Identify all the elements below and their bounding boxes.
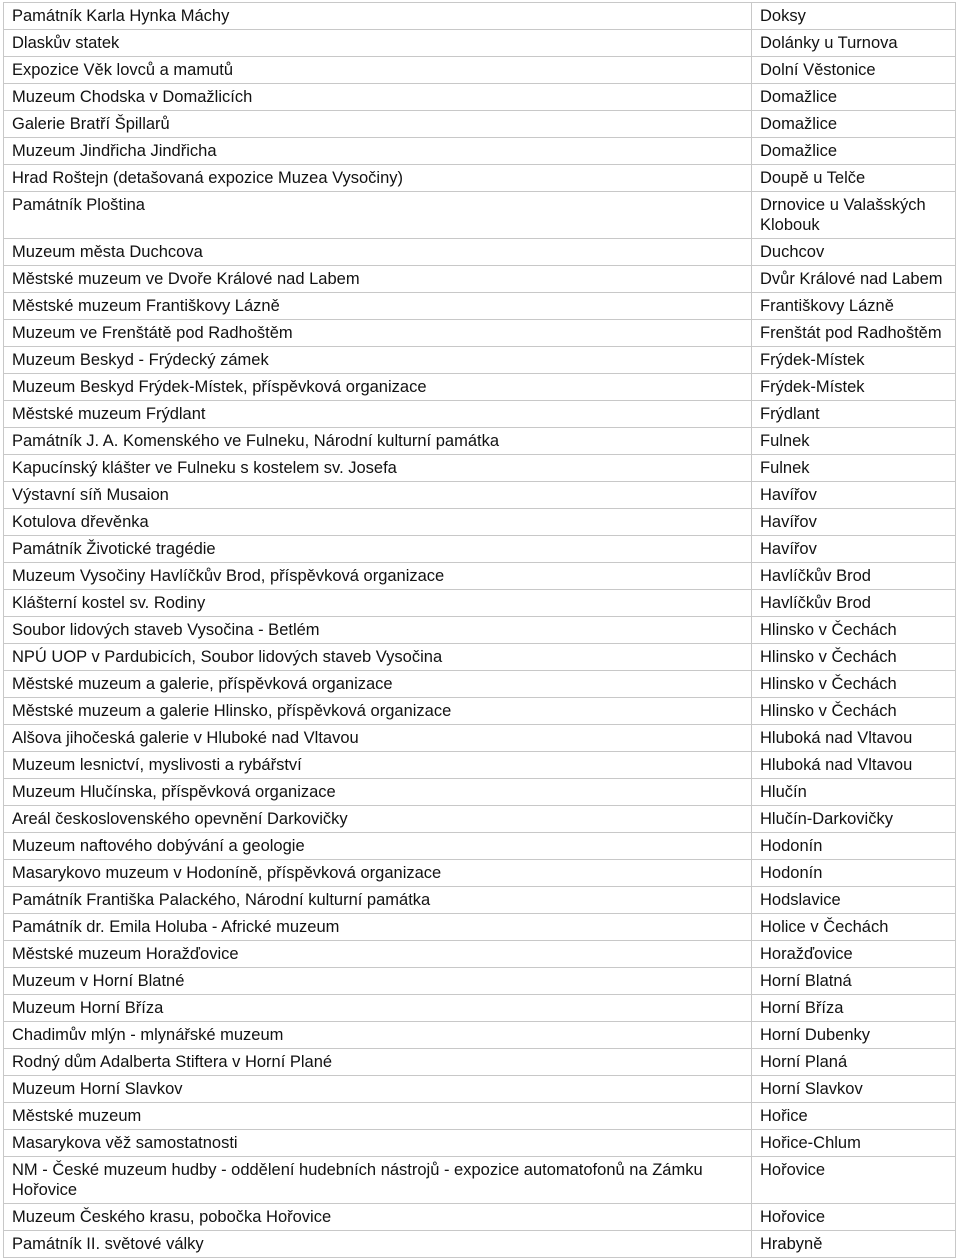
museum-name-cell: Městské muzeum bbox=[4, 1103, 752, 1130]
table-row bbox=[4, 644, 956, 671]
museum-name-cell: Masarykovo muzeum v Hodoníně, příspěvková organizace bbox=[4, 860, 752, 887]
museum-name-cell: Muzeum ve Frenštátě pod Radhoštěm bbox=[4, 320, 752, 347]
city-cell: Frýdek-Místek bbox=[752, 347, 956, 374]
city-cell: Hlinsko v Čechách bbox=[752, 644, 956, 671]
museum-name-cell: NPÚ UOP v Pardubicích, Soubor lidových staveb Vysočina bbox=[4, 644, 752, 671]
table-row bbox=[4, 779, 956, 806]
city-cell: Havířov bbox=[752, 482, 956, 509]
table-row bbox=[4, 725, 956, 752]
table-row bbox=[4, 266, 956, 293]
city-cell: Dvůr Králové nad Labem bbox=[752, 266, 956, 293]
table-row bbox=[4, 111, 956, 138]
museum-name-cell: Muzeum Českého krasu, pobočka Hořovice bbox=[4, 1204, 752, 1231]
table-row bbox=[4, 1130, 956, 1157]
museum-table bbox=[3, 2, 956, 1258]
museum-name-cell: Expozice Věk lovců a mamutů bbox=[4, 57, 752, 84]
table-row bbox=[4, 806, 956, 833]
table-row bbox=[4, 455, 956, 482]
table-row bbox=[4, 320, 956, 347]
table-row bbox=[4, 617, 956, 644]
table-row bbox=[4, 347, 956, 374]
city-cell: Hodonín bbox=[752, 833, 956, 860]
museum-name-cell: NM - České muzeum hudby - oddělení hudebních nástrojů - expozice automatofonů na Zámku Hořovice bbox=[4, 1157, 752, 1204]
table-row bbox=[4, 1049, 956, 1076]
museum-name-cell: Muzeum Beskyd Frýdek-Místek, příspěvková organizace bbox=[4, 374, 752, 401]
table-row bbox=[4, 401, 956, 428]
museum-name-cell: Památník II. světové války bbox=[4, 1231, 752, 1258]
museum-name-cell: Městské muzeum Horažďovice bbox=[4, 941, 752, 968]
table-row bbox=[4, 1076, 956, 1103]
city-cell: Doupě u Telče bbox=[752, 165, 956, 192]
city-cell: Drnovice u Valašských Klobouk bbox=[752, 192, 956, 239]
city-cell: Hlinsko v Čechách bbox=[752, 698, 956, 725]
museum-name-cell: Muzeum Chodska v Domažlicích bbox=[4, 84, 752, 111]
city-cell: Hodslavice bbox=[752, 887, 956, 914]
city-cell: Horní Bříza bbox=[752, 995, 956, 1022]
table-row bbox=[4, 860, 956, 887]
museum-name-cell: Městské muzeum a galerie Hlinsko, příspěvková organizace bbox=[4, 698, 752, 725]
city-cell: Horní Dubenky bbox=[752, 1022, 956, 1049]
city-cell: Fulnek bbox=[752, 455, 956, 482]
museum-name-cell: Kapucínský klášter ve Fulneku s kostelem sv. Josefa bbox=[4, 455, 752, 482]
museum-name-cell: Muzeum města Duchcova bbox=[4, 239, 752, 266]
table-row bbox=[4, 536, 956, 563]
table-row bbox=[4, 165, 956, 192]
museum-name-cell: Městské muzeum a galerie, příspěvková organizace bbox=[4, 671, 752, 698]
city-cell: Horažďovice bbox=[752, 941, 956, 968]
table-row bbox=[4, 914, 956, 941]
table-row bbox=[4, 968, 956, 995]
table-row bbox=[4, 192, 956, 239]
city-cell: Hořice bbox=[752, 1103, 956, 1130]
city-cell: Domažlice bbox=[752, 84, 956, 111]
city-cell: Františkovy Lázně bbox=[752, 293, 956, 320]
city-cell: Domažlice bbox=[752, 138, 956, 165]
museum-name-cell: Klášterní kostel sv. Rodiny bbox=[4, 590, 752, 617]
city-cell: Havlíčkův Brod bbox=[752, 590, 956, 617]
city-cell: Horní Slavkov bbox=[752, 1076, 956, 1103]
table-row bbox=[4, 995, 956, 1022]
museum-name-cell: Památník Životické tragédie bbox=[4, 536, 752, 563]
city-cell: Holice v Čechách bbox=[752, 914, 956, 941]
museum-name-cell: Hrad Roštejn (detašovaná expozice Muzea Vysočiny) bbox=[4, 165, 752, 192]
museum-name-cell: Muzeum v Horní Blatné bbox=[4, 968, 752, 995]
museum-name-cell: Soubor lidových staveb Vysočina - Betlém bbox=[4, 617, 752, 644]
city-cell: Hořice-Chlum bbox=[752, 1130, 956, 1157]
table-row bbox=[4, 3, 956, 30]
museum-name-cell: Muzeum Jindřicha Jindřicha bbox=[4, 138, 752, 165]
table-row bbox=[4, 84, 956, 111]
table-row bbox=[4, 138, 956, 165]
museum-name-cell: Alšova jihočeská galerie v Hluboké nad Vltavou bbox=[4, 725, 752, 752]
museum-name-cell: Muzeum Horní Slavkov bbox=[4, 1076, 752, 1103]
table-row bbox=[4, 563, 956, 590]
city-cell: Frýdek-Místek bbox=[752, 374, 956, 401]
city-cell: Hořovice bbox=[752, 1204, 956, 1231]
museum-name-cell: Areál československého opevnění Darkovičky bbox=[4, 806, 752, 833]
table-row bbox=[4, 428, 956, 455]
table-row bbox=[4, 833, 956, 860]
city-cell: Frenštát pod Radhoštěm bbox=[752, 320, 956, 347]
table-row bbox=[4, 1231, 956, 1258]
table-row bbox=[4, 30, 956, 57]
table-row bbox=[4, 482, 956, 509]
museum-name-cell: Galerie Bratří Špillarů bbox=[4, 111, 752, 138]
table-row bbox=[4, 1103, 956, 1130]
city-cell: Doksy bbox=[752, 3, 956, 30]
table-row bbox=[4, 293, 956, 320]
table-row bbox=[4, 698, 956, 725]
museum-name-cell: Dlaskův statek bbox=[4, 30, 752, 57]
museum-name-cell: Muzeum Vysočiny Havlíčkův Brod, příspěvková organizace bbox=[4, 563, 752, 590]
city-cell: Hodonín bbox=[752, 860, 956, 887]
city-cell: Duchcov bbox=[752, 239, 956, 266]
city-cell: Hlučín-Darkovičky bbox=[752, 806, 956, 833]
table-row bbox=[4, 374, 956, 401]
museum-table-body bbox=[4, 3, 956, 1258]
city-cell: Havířov bbox=[752, 509, 956, 536]
table-row bbox=[4, 1022, 956, 1049]
city-cell: Havlíčkův Brod bbox=[752, 563, 956, 590]
city-cell: Hořovice bbox=[752, 1157, 956, 1204]
museum-name-cell: Památník J. A. Komenského ve Fulneku, Národní kulturní památka bbox=[4, 428, 752, 455]
museum-name-cell: Kotulova dřevěnka bbox=[4, 509, 752, 536]
museum-name-cell: Městské muzeum Frýdlant bbox=[4, 401, 752, 428]
table-row bbox=[4, 590, 956, 617]
city-cell: Hluboká nad Vltavou bbox=[752, 752, 956, 779]
museum-name-cell: Muzeum naftového dobývání a geologie bbox=[4, 833, 752, 860]
museum-name-cell: Muzeum Horní Bříza bbox=[4, 995, 752, 1022]
table-row bbox=[4, 1204, 956, 1231]
city-cell: Dolánky u Turnova bbox=[752, 30, 956, 57]
museum-name-cell: Památník Karla Hynka Máchy bbox=[4, 3, 752, 30]
city-cell: Hrabyně bbox=[752, 1231, 956, 1258]
museum-name-cell: Městské muzeum Františkovy Lázně bbox=[4, 293, 752, 320]
city-cell: Hlinsko v Čechách bbox=[752, 617, 956, 644]
table-row bbox=[4, 1157, 956, 1204]
city-cell: Havířov bbox=[752, 536, 956, 563]
museum-name-cell: Městské muzeum ve Dvoře Králové nad Labem bbox=[4, 266, 752, 293]
museum-name-cell: Muzeum Beskyd - Frýdecký zámek bbox=[4, 347, 752, 374]
table-row bbox=[4, 57, 956, 84]
city-cell: Hluboká nad Vltavou bbox=[752, 725, 956, 752]
museum-name-cell: Muzeum lesnictví, myslivosti a rybářství bbox=[4, 752, 752, 779]
city-cell: Frýdlant bbox=[752, 401, 956, 428]
museum-name-cell: Chadimův mlýn - mlynářské muzeum bbox=[4, 1022, 752, 1049]
museum-name-cell: Památník dr. Emila Holuba - Africké muzeum bbox=[4, 914, 752, 941]
table-row bbox=[4, 941, 956, 968]
table-row bbox=[4, 752, 956, 779]
museum-name-cell: Masarykova věž samostatnosti bbox=[4, 1130, 752, 1157]
table-row bbox=[4, 239, 956, 266]
city-cell: Domažlice bbox=[752, 111, 956, 138]
museum-name-cell: Rodný dům Adalberta Stiftera v Horní Plané bbox=[4, 1049, 752, 1076]
table-row bbox=[4, 509, 956, 536]
city-cell: Hlučín bbox=[752, 779, 956, 806]
table-row bbox=[4, 671, 956, 698]
city-cell: Horní Blatná bbox=[752, 968, 956, 995]
city-cell: Dolní Věstonice bbox=[752, 57, 956, 84]
museum-name-cell: Muzeum Hlučínska, příspěvková organizace bbox=[4, 779, 752, 806]
museum-name-cell: Památník Františka Palackého, Národní kulturní památka bbox=[4, 887, 752, 914]
museum-name-cell: Výstavní síň Musaion bbox=[4, 482, 752, 509]
museum-name-cell: Památník Ploština bbox=[4, 192, 752, 239]
city-cell: Horní Planá bbox=[752, 1049, 956, 1076]
city-cell: Hlinsko v Čechách bbox=[752, 671, 956, 698]
city-cell: Fulnek bbox=[752, 428, 956, 455]
table-row bbox=[4, 887, 956, 914]
